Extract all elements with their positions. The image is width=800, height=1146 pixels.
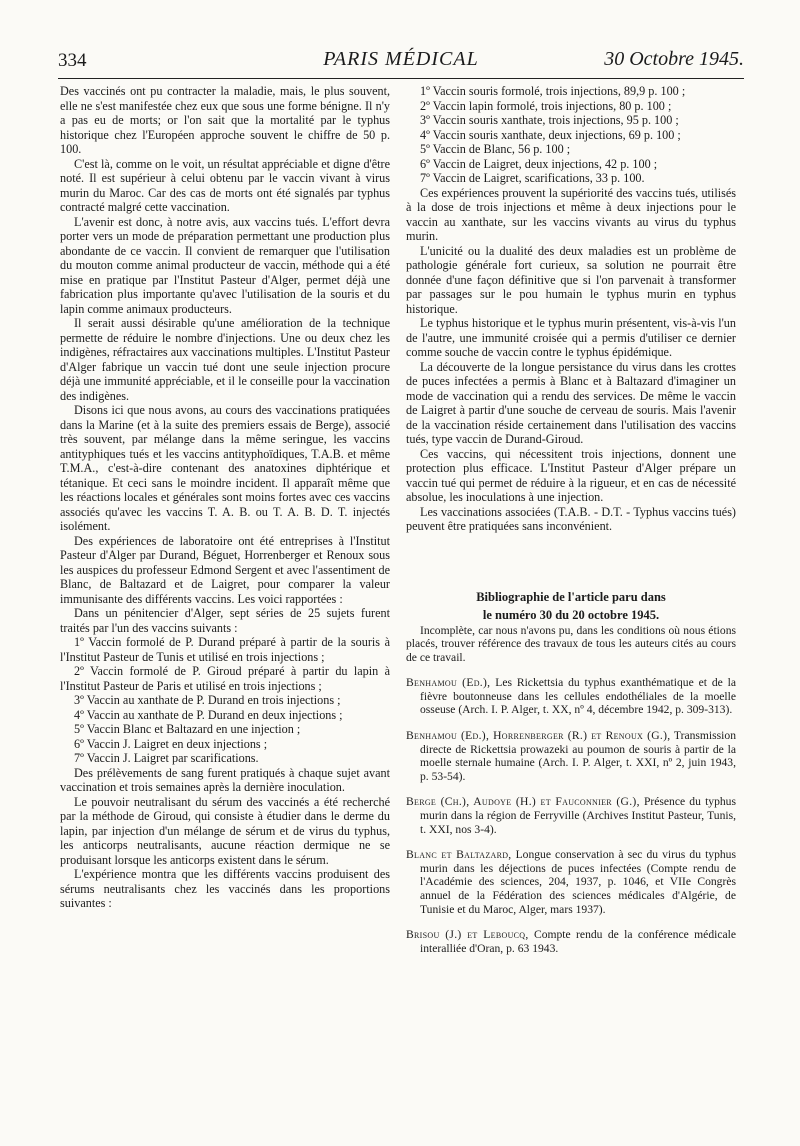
bibliography-entry (406, 729, 736, 783)
reference-text: Transmission directe de Rickettsia prowazeki au poumon de souris à partir de la moelle sternale humaine (Arch. I. P. Alger, t. XXI, nº 2, juin 1943, p. 53-54). (420, 729, 736, 783)
list-item: 3º Vaccin au xanthate de P. Durand en trois injections ; (74, 693, 341, 707)
list-item: 6º Vaccin de Laigret, deux injections, 42 p. 100 ; (420, 156, 658, 171)
paragraph: L'avenir est donc, à notre avis, aux vaccins tués. L'effort devra porter vers un mode de préparation permettant une production plus abondante de ce vaccin. Il convient de remarquer que l'utilisation du mouton comme animal producteur de vaccin, méthode qui a été mise en pratique par l'Institut Pasteur d'Alger, permet déjà une fabrication plus importante qu'avec l'utilisation de la souris et du lapin comme animaux producteurs. (60, 214, 390, 316)
paragraph: Des expériences de laboratoire ont été entreprises à l'Institut Pasteur d'Alger par Durand, Béguet, Horrenberger et Renoux sous les auspices du professeur Edmond Sergent et avec l'assentiment de Blanc, de Baltazard et de Laigret, pour comparer la valeur immunisante des différents vaccins. Les voici rapportées : (60, 533, 390, 606)
paragraph: Disons ici que nous avons, au cours des vaccinations pratiquées dans la Marine (et à la suite des premiers essais de Berge), associé très souvent, par mélange dans la même seringue, les vaccins antityphiques tués et les vaccins antityphoïdiques, T.A.B. et même T.M.A., c'est-à-dire contenant des anatoxines diphtérique et tétanique. Et ceci sans le moindre incident. Il apparaît même que les réactions locales et générales sont moins fortes avec ces vaccins associés qu'avec les vaccins T. A. B. ou T. A. B. D. T. injectés isolément. (60, 403, 390, 533)
list-item: 4º Vaccin au xanthate de P. Durand en deux injections ; (74, 707, 343, 722)
list-item: 5º Vaccin de Blanc, 56 p. 100 ; (420, 142, 571, 156)
reference-text: Les Rickettsia du typhus exanthématique et de la fièvre boutonneuse dans les cellules endothéliales de la moelle osseuse (Arch. I. P. Alger, t. XX, nº 4, décembre 1942, p. 309-313). (420, 676, 736, 717)
page-header (58, 48, 744, 79)
paragraph: Le typhus historique et le typhus murin présentent, vis-à-vis l'un de l'autre, une immunité croisée qui a permis d'utiliser ce dernier comme souche de vaccin contre le typhus épidémique. (406, 316, 736, 359)
paragraph: Des vaccinés ont pu contracter la maladie, mais, le plus souvent, elle ne s'est manifestée chez eux que sous une forme bénigne. Il n'y a pas eu de morts; or l'on sait que la mortalité par le typhus historique chez l'Européen approche souvent le chiffre de 50 p. 100. (60, 84, 390, 156)
reference-authors: Blanc et Baltazard, (406, 848, 512, 862)
bibliography-entry (406, 795, 736, 836)
paragraph: Le pouvoir neutralisant du sérum des vaccinés a été recherché par la méthode de Giroud, qui consiste à étudier dans le derme du lapin, par injection d'un mélange de sérum et de virus du typhus, les anticorps neutralisants, aucune réaction dermique ne se produisant lorsque les anticorps existent dans le sérum. (60, 794, 390, 867)
right-column-text (406, 84, 736, 534)
bibliography-entry (406, 848, 736, 916)
paragraph: Ces vaccins, qui nécessitent trois injections, donnent une protection plus efficace. L'Institut Pasteur d'Alger prépare un vaccin tué qui permet de réduire à la rigueur, et en cas de nécessité absolue, les inoculations à une injection. (406, 446, 736, 504)
paragraph: C'est là, comme on le voit, un résultat appréciable et digne d'être noté. Il est supérieur à celui obtenu par le vaccin vivant à virus murin du Maroc. Car des cas de morts ont été signalés par typhus contracté malgré cette vaccination. (60, 156, 390, 214)
reference-authors: Benhamou (Ed.), (406, 676, 491, 690)
list-item: 4º Vaccin souris xanthate, deux injections, 69 p. 100 ; (420, 127, 681, 142)
reference-authors: Brisou (J.) et Leboucq, (406, 928, 529, 942)
paragraph: Les vaccinations associées (T.A.B. - D.T. - Typhus vaccins tués) peuvent être pratiquées sans inconvénient. (406, 504, 736, 533)
list-item: 2º Vaccin lapin formolé, trois injections, 80 p. 100 ; (420, 98, 672, 113)
bibliography-entry (406, 928, 736, 955)
paragraph: Des prélèvements de sang furent pratiqués à chaque sujet avant vaccination et trois semaines après la dernière inoculation. (60, 765, 390, 794)
list-item: 1º Vaccin souris formolé, trois injections, 89,9 p. 100 ; (420, 84, 686, 98)
reference-text: Présence du typhus murin dans la région de Ferryville (Archives Institut Pasteur, Tunis, t. XXI, nos 3-4). (420, 795, 736, 836)
paragraph: Ces expériences prouvent la supériorité des vaccins tués, utilisés à la dose de trois injections et même à deux injections pour le vaccin au xanthate, sur les vaccins vivants au virus du typhus murin. (406, 185, 736, 243)
list-item: 6º Vaccin J. Laigret en deux injections ; (74, 736, 268, 751)
reference-text: Compte rendu de la conférence médicale interalliée d'Oran, p. 63 1943. (420, 928, 736, 955)
bibliography-title-line1: Bibliographie de l'article paru dans (476, 589, 666, 604)
paragraph: Il serait aussi désirable qu'une amélioration de la technique permette de réduire le nombre d'injections. Une ou deux chez les indigènes, réfractaires aux vaccinations multiples. L'Institut Pasteur d'Alger fabrique un vaccin tué dont une seule injection procure déjà une immunité appréciable, et il le conseille pour la vaccination des indigènes. (60, 316, 390, 403)
page-number: 334 (58, 50, 87, 71)
list-item: 7º Vaccin J. Laigret par scarifications. (74, 751, 259, 765)
list-item: 5º Vaccin Blanc et Baltazard en une injection ; (74, 722, 301, 736)
list-item: 2º Vaccin formolé de P. Giroud préparé à partir du lapin à l'Institut Pasteur de Paris et utilisé en trois injections ; (60, 664, 390, 693)
paragraph: L'expérience montra que les différents vaccins produisent des sérums neutralisants chez les vaccinés dans les proportions suivantes : (60, 867, 390, 910)
list-item: 3º Vaccin souris xanthate, trois injections, 95 p. 100 ; (420, 113, 679, 127)
reference-authors: Benhamou (Ed.), Horrenberger (R.) et Renoux (G.), (406, 729, 671, 743)
paragraph: Dans un pénitencier d'Alger, sept séries de 25 sujets furent traités par l'un des vaccins suivants : (60, 606, 390, 635)
paragraph: L'unicité ou la dualité des deux maladies est un problème de pathologie générale fort curieux, sa solution ne pourrait être donnée d'une façon définitive que si l'on parvenait à transformer par passages sur le pou humain le typhus murin en typhus historique. (406, 243, 736, 316)
right-column (406, 84, 736, 955)
journal-title: PARIS MÉDICAL (323, 48, 479, 70)
bibliography-title-line2: le numéro 30 du 20 octobre 1945. (482, 607, 660, 622)
bibliography-title (406, 588, 736, 624)
list-item: 1º Vaccin formolé de P. Durand préparé à partir de la souris à l'Institut Pasteur de Tunis et utilisé en trois injections ; (60, 635, 390, 664)
list-item: 7º Vaccin de Laigret, scarifications, 33 p. 100. (420, 171, 645, 185)
issue-date: 30 Octobre 1945. (604, 48, 744, 70)
left-column (60, 84, 390, 911)
reference-authors: Berge (Ch.), Audoye (H.) et Fauconnier (G.), (406, 795, 640, 809)
bibliography-list (406, 676, 736, 955)
bibliography-entry (406, 676, 736, 717)
paragraph: La découverte de la longue persistance du virus dans les crottes de puces infectées a permis à Blanc et à Baltazard d'imaginer un mode de vaccination qui a rendu des services. De même le vaccin de Laigret à partir d'une souche de cerveau de souris. Mais l'avenir de la vaccination réside certainement dans l'utilisation des vaccins tués, type vaccin de Durand-Giroud. (406, 359, 736, 446)
reference-text: Longue conservation à sec du virus du typhus murin dans les déjections de puces infectées (Compte rendu de l'Académie des sciences, 204, 1937, p. 1046, et VIIe Congrès annuel de la Fédération des sciences médicales d'Algérie, de Tunisie et du Maroc, Alger, mars 1937). (420, 848, 736, 916)
bibliography-intro: Incomplète, car nous n'avons pu, dans les conditions où nous étions placés, trouver référence des travaux de tous les auteurs cités au cours de ce travail. (406, 623, 736, 664)
